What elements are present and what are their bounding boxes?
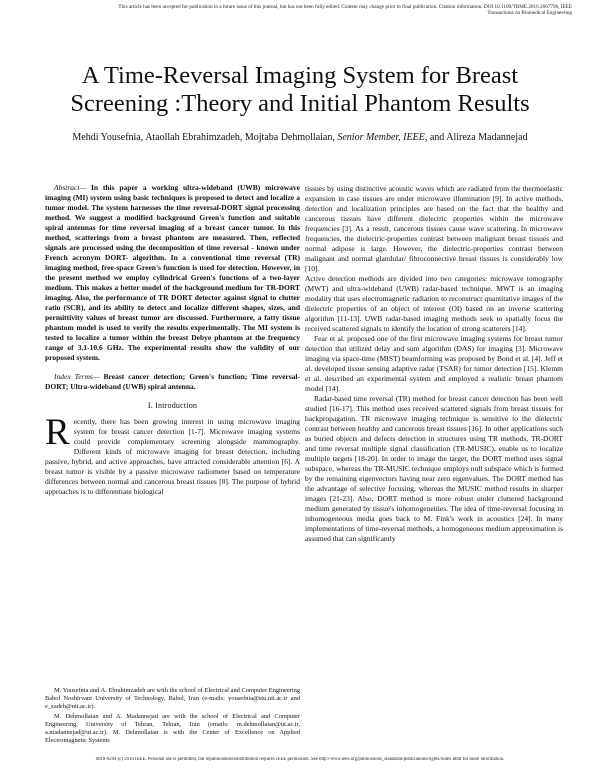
footnote-block — [45, 687, 300, 746]
author-membership: Senior Member, IEEE — [337, 132, 425, 143]
index-terms — [45, 372, 300, 392]
authors-end: , and Alireza Madannejad — [424, 132, 528, 143]
paragraph: tissues by using distinctive acoustic waves which are radiated from the thermoelastic expansion in case tissues are under microwave illumination [9]. In active methods, detection and localization principles are based on the fact that the healthy and cancerous tissues have different dielectric properties within the microwave frequencies [3]. As a result, cancerous tissues cause wave scattering. In microwave frequencies, the dielectric-properties contrast between malignant breast tissues and normal adipose is large. However, the dielectric-properties contrast between malignant and normal glandular/ fibroconnective breast tissues is considerably low [10]. — [305, 184, 563, 273]
paper-title: A Time-Reversal Imaging System for Breast Screening :Theory and Initial Phantom Results — [70, 62, 530, 117]
intro-text: ecently, there has been growing interest in using microwave imaging system for breast cancer detection [1-7]. Microwave imaging systems could provide complementary screening alongside mammography. Different kinds of microwave imaging for breast detection, including passive, hybrid, and active approaches, have attracted considerable attention [6]. A breast tumor is visible by a passive microwave radiometer based on temperature differences between normal and cancerous breast tissues [8]. The purpose of hybrid approaches is to differentiate biological — [45, 417, 300, 496]
header-notice: This article has been accepted for publication in a future issue of this journal, but has not been fully edited. Content may change prior to final publication. Citation information: DOI 10.1109/TBME.2016.2667796, IEEE — [118, 4, 572, 10]
abstract — [45, 183, 300, 363]
left-column — [45, 183, 300, 497]
paragraph: Fear et al. proposed one of the first microwave imaging systems for breast tumor detection that utilized delay and sum algorithm (DAS) for imaging [3]. Microwave imaging via space-time (MIST) beamforming was proposed by Bond et al. [4]. Jeff et al. developed tissue sensing adaptive radar (TSAR) for tumor detection [15]. Klemm et al. described an experimental system and employed a realistic breast phantom model [14]. — [305, 334, 563, 393]
dropcap: R — [45, 412, 70, 453]
index-terms-lead: Index Terms— — [54, 372, 100, 381]
header-journal: Transactions on Biomedical Engineering — [487, 10, 572, 17]
paragraph: Active detection methods are divided into two categories: microwave tomography (MWT) and ultra-wideband (UWB) radar-based technique. MWT is an imaging modality that uses electromagnetic radiation to reconstruct quantitative images of the dielectric properties of an object of interest (OI) based on an inverse scattering algorithm [11-13]. UWB radar-based imaging methods seek to spatially focus the received scattered signals to identify the location of strong scatterers [14]. — [305, 274, 563, 333]
abstract-text: In this paper a working ultra-wideband (UWB) microwave imaging (MI) system using basic techniques is proposed to detect and localize a tumor model. The system harnesses the time reversal-DORT signal processing method. We suggest a modified background Green's function and suitable spiral antennas for time reversal imaging of a breast cancer tumor. In this method, scatterings from a breast phantom are measured. Then, reflected signals are processed using the decomposition of time reversal - known under French acronym DORT- algorithm. In a conventional time reversal (TR) imaging method, free-space Green's function is used for detection. However, in the present method we employ cylindrical Green's functions of a two-layer medium. This makes a better model of the background medium for TR-DORT imaging. Also, the performance of TR DORT detector against signal to clutter ratio (SCR), and its ability to detect and localize different shapes, sizes, and permittivity values of breast tumor are discussed. Furthermore, a fatty tissue phantom model is used to verify the results experimentally. The MI system is tested to localize a tumor within the breast Debye phantom at the frequency range of 3.1-10.6 GHz. The experimental results show the validity of our proposed system. — [45, 183, 300, 362]
intro-paragraph — [45, 412, 300, 497]
index-terms-text: Breast cancer detection; Green's function; Time reversal-DORT; Ultra-wideband (UWB) spiral antenna. — [45, 372, 301, 391]
footnote: M. Dehmollaian and A. Madannejad are with the school of Electrical and Computer Engineering, University of Tehran, Tehran, Iran (emails: m.dehmollaian@ut.ac.ir, a.madannejad@ut.ac.ir). M. Dehmollaian is with the Center of Excellence on Applied Electromagnetic Systems — [45, 712, 300, 745]
right-column — [305, 184, 563, 544]
authors-plain: Mehdi Yousefnia, Ataollah Ebrahimzadeh, Mojtaba Dehmollaian, — [72, 132, 335, 143]
section-heading: I. Introduction — [147, 401, 198, 410]
footnote: M. Yousefnia and A. Ebrahimzadeh are with the school of Electrical and Computer Engineering Babol Noshirvani University of Technology, Babol, Iran (e-mails: yousefnia@stu.nit.ac.ir and e_zadeh@nit.ac.ir). — [45, 687, 300, 711]
running-header — [28, 4, 572, 17]
copyright-footer: 0018-9294 (c) 2016 IEEE. Personal use is permitted, but republication/redistribution requires IEEE permission. See http://www.ieee.org/publications_standards/publications/rights/index.html for more information. — [95, 757, 505, 762]
author-list — [60, 131, 540, 145]
paragraph: Radar-based time reversal (TR) method for breast cancer detection has been well studied [16-17]. This method uses received scattered signals from breast tissues for backpropagation. TR microwave imaging technique is sensitive to the dielectric contrast between healthy and cancerous breast tissues [16]. In other applications such as buried objects and defects detection in structures using TR methods, TR-DORT and time reversal multiple signal classification (TR-MUSIC), enable us to localize multiple targets [18-20]. In order to image the target, the DORT method uses signal subspace, whereas the TR-MUSIC technique employs null subspace which is formed by the remaining eigenvectors having near zero eigenvalues. The DORT method has the advantage of selective focusing, whereas the MUSIC method results in sharper images [21-23]. Also, DORT method is more robust under cluttered background medium generated by tissue's inhomogeneities. The idea of time-reversal focusing in inhomogeneous media goes back to M. Fink's work in acoustics [24]. In many implementations of time-reversal methods, a homogeneous medium approximation is assumed that can significantly — [305, 394, 563, 543]
abstract-lead: Abstract— — [54, 183, 87, 192]
